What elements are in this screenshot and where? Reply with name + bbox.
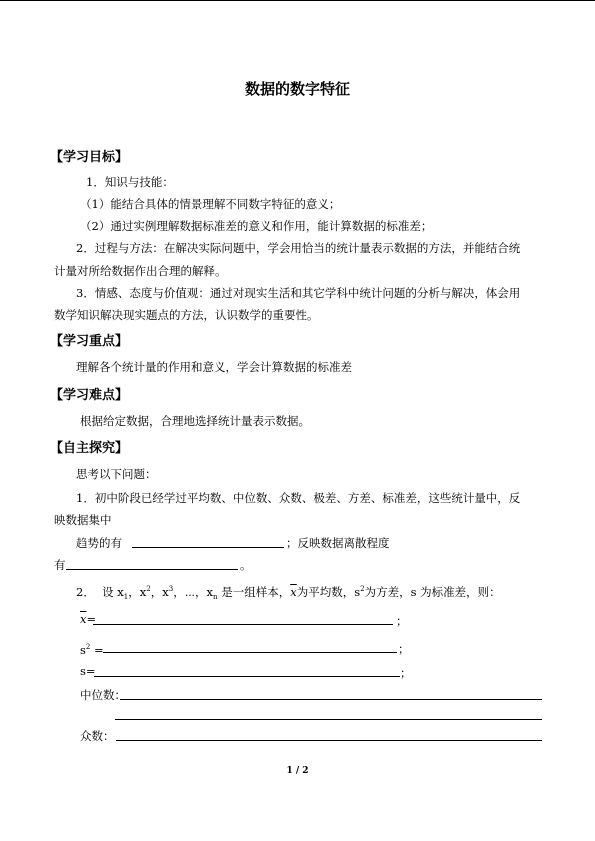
semicolon: ；	[400, 666, 412, 680]
q2-text: ，x	[128, 584, 147, 599]
answer-blank-mean[interactable]	[93, 624, 393, 625]
q2-text: 是一组样本，	[217, 584, 291, 599]
sd-formula-label: s=	[80, 664, 96, 678]
difficulty-text: 根据给定数据，合理地选择统计量表示数据。	[80, 414, 310, 428]
square-sup: 2	[85, 643, 91, 651]
goal-1b: （2）通过实例理解数据标准差的意义和作用，能计算数据的标准差；	[80, 219, 433, 233]
top-border	[0, 0, 595, 1]
explore-intro: 思考以下问题：	[76, 467, 157, 481]
equals-sign: =	[86, 612, 97, 626]
s-symbol: s	[80, 642, 86, 657]
q2-sub: n	[213, 593, 218, 602]
goals-heading: 【学习目标】	[50, 150, 129, 165]
semicolon: ；	[398, 642, 410, 656]
answer-blank-mode[interactable]	[116, 740, 542, 741]
q2-number: 2．	[76, 584, 95, 599]
mode-label: 众数：	[80, 729, 115, 743]
difficulty-heading: 【学习难点】	[50, 388, 129, 403]
question-1-line1: 1．初中阶段已经学过平均数、中位数、众数、极差、方差、标准差，这些统计量中，反	[76, 491, 521, 505]
goal-1: 1．知识与技能：	[86, 175, 174, 189]
question-1-line4a: 有	[54, 558, 66, 572]
q2-sup: 3	[168, 585, 174, 593]
goal-1a: （1）能结合具体的情景理解不同数字特征的意义；	[80, 197, 341, 211]
answer-blank-median-1[interactable]	[120, 699, 542, 700]
question-1-line4b: 。	[240, 558, 252, 572]
answer-blank-dispersion[interactable]	[66, 569, 238, 570]
q2-sub: 1	[123, 593, 129, 602]
q2-text: 为方差，s 为标准差，则：	[364, 584, 501, 599]
q2-text: 设 x	[102, 584, 124, 599]
goal-2-line1: 2．过程与方法：在解决实际问题中，学会用恰当的统计量表示数据的方法，并能结合统	[76, 241, 521, 255]
x-bar-symbol: $\overline{x}$	[80, 612, 87, 626]
explore-heading: 【自主探究】	[50, 441, 129, 456]
question-1-line2: 映数据集中	[54, 513, 112, 527]
q2-text: ，⋯，x	[173, 584, 214, 599]
question-1-line3b: ；反映数据离散程度	[286, 536, 390, 550]
page-title: 数据的数字特征	[244, 80, 350, 98]
q2-text: 为平均数，s	[296, 584, 361, 599]
answer-blank-sd[interactable]	[94, 676, 400, 677]
goal-3-line2: 数学知识解决现实题点的方法，认识数学的重要性。	[54, 308, 319, 322]
answer-blank-central[interactable]	[132, 547, 284, 548]
variance-formula-label	[80, 640, 104, 657]
question-1-line3a: 趋势的有	[76, 536, 122, 550]
answer-blank-variance[interactable]	[103, 652, 397, 653]
page-number: 1 / 2	[286, 766, 309, 776]
q2-sup: 2	[146, 585, 151, 593]
answer-blank-median-2[interactable]	[115, 719, 542, 720]
question-2	[76, 582, 501, 604]
semicolon: ；	[396, 614, 408, 628]
q2-text: ，x	[150, 584, 169, 599]
goal-3-line1: 3．情感、态度与价值观：通过对现实生活和其它学科中统计问题的分析与解决，体会用	[76, 286, 521, 300]
q2-sup: 2	[360, 585, 365, 593]
median-label: 中位数：	[80, 688, 126, 702]
key-heading: 【学习重点】	[50, 334, 129, 349]
x-bar-symbol: $\overline{x}$	[290, 584, 297, 599]
key-text: 理解各个统计量的作用和意义，学会计算数据的标准差	[76, 360, 352, 374]
goal-2-line2: 计量对所给数据作出合理的解释。	[54, 264, 227, 278]
equals-sign: =	[90, 642, 104, 657]
